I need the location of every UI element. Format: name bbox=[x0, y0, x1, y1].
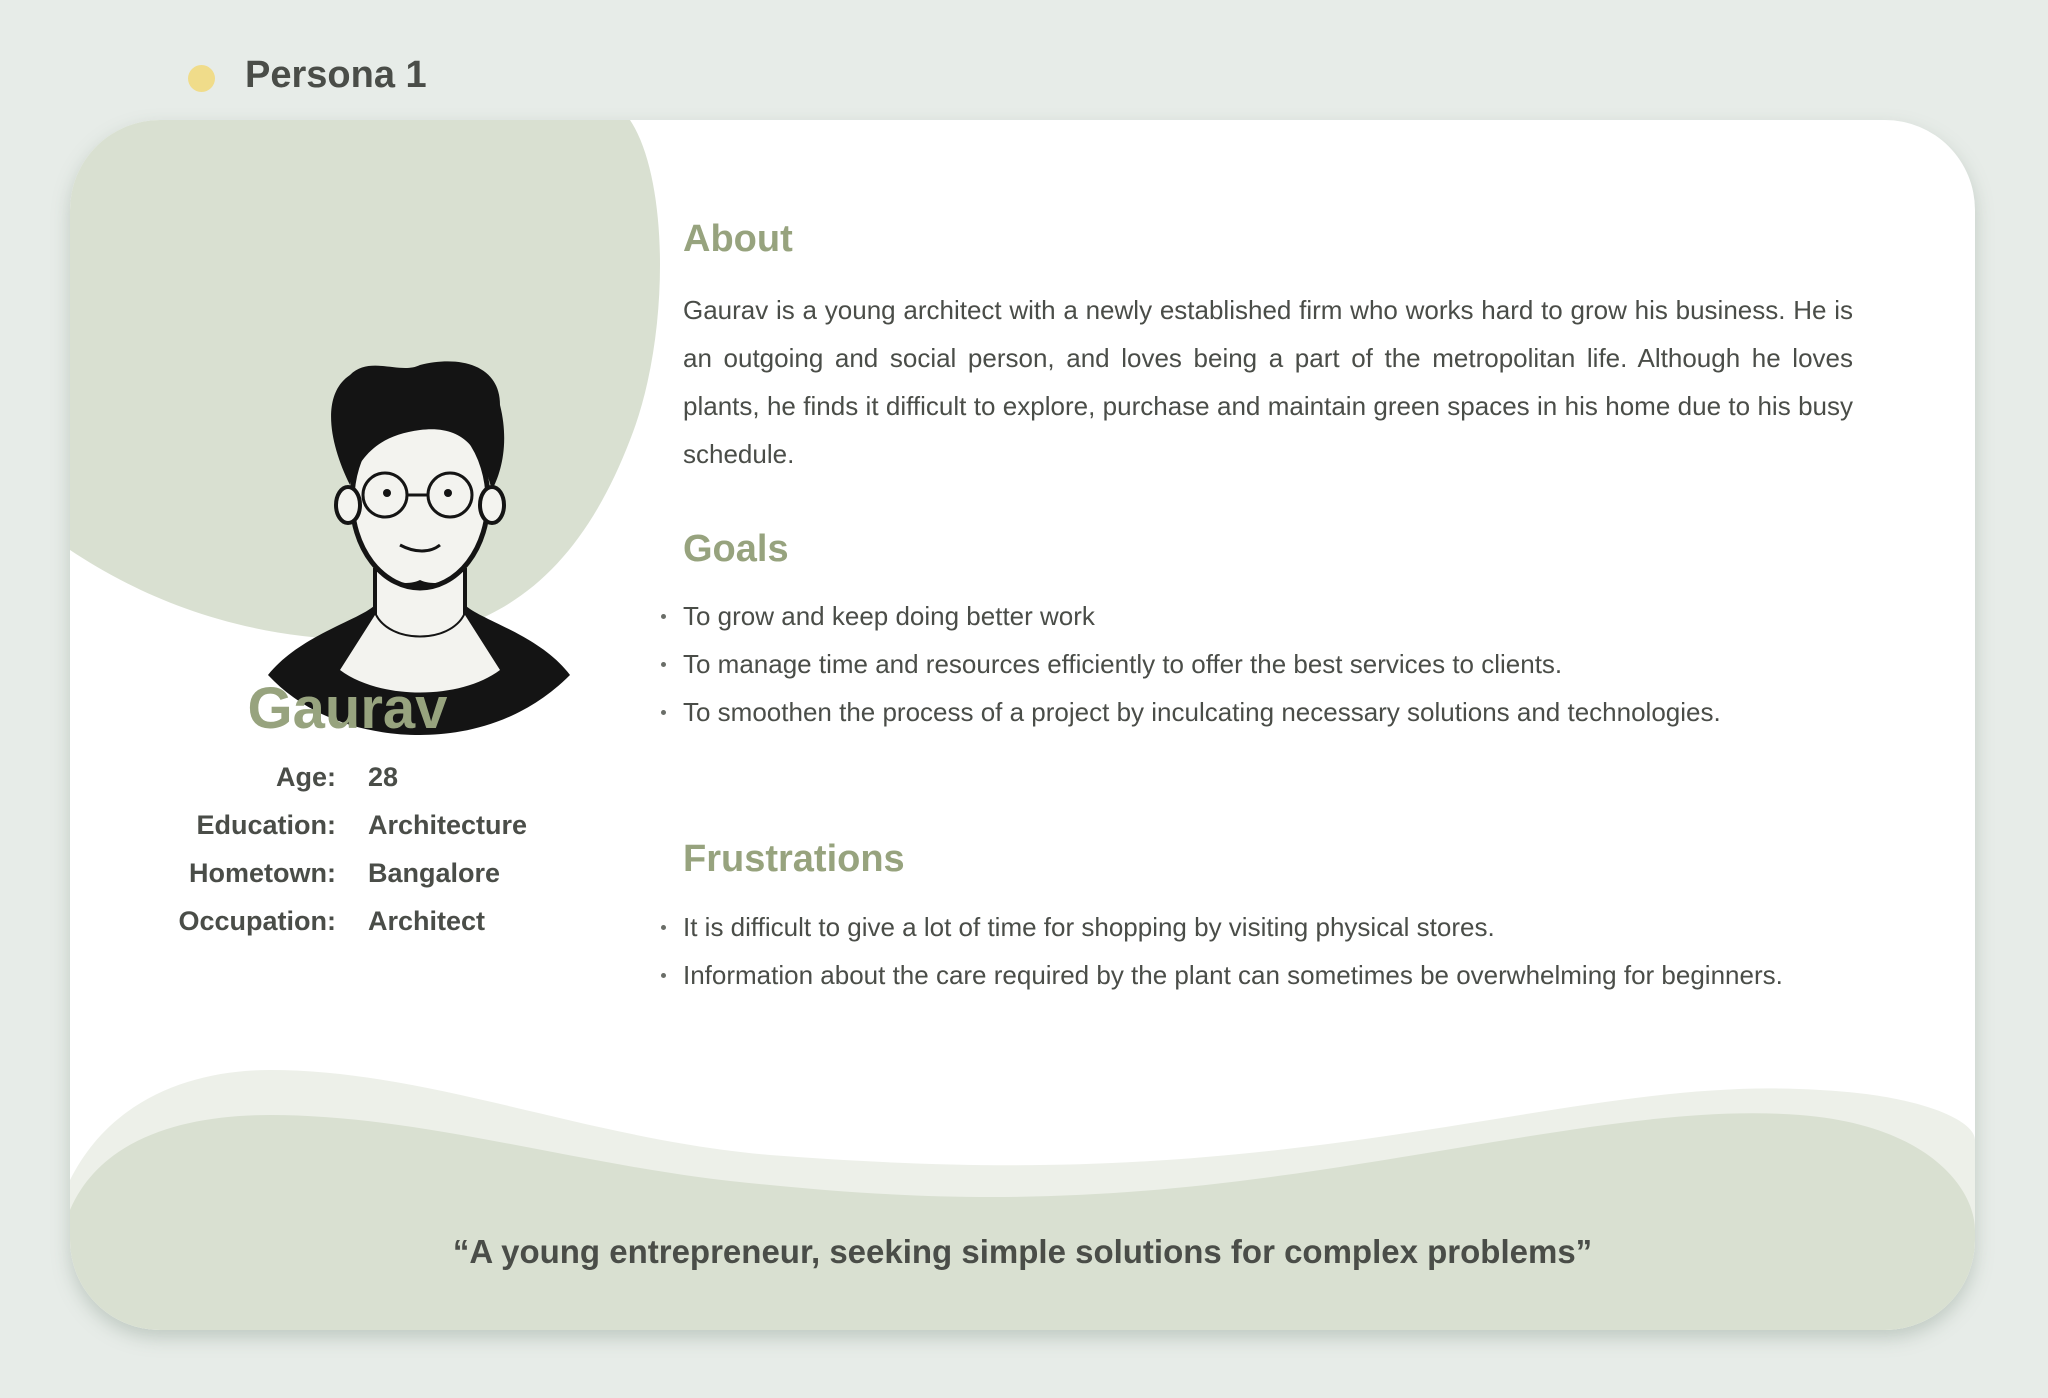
page-title: Persona 1 bbox=[245, 54, 427, 96]
persona-name: Gaurav bbox=[247, 676, 448, 741]
goal-item: To smoothen the process of a project by inculcating necessary solutions and technologies. bbox=[683, 688, 1853, 736]
goal-item: To grow and keep doing better work bbox=[683, 592, 1853, 640]
decorative-waves bbox=[70, 1060, 1975, 1330]
goals-list bbox=[683, 592, 1853, 736]
frustration-item: Information about the care required by the plant can sometimes be overwhelming for beginners. bbox=[683, 951, 1853, 999]
persona-quote: “A young entrepreneur, seeking simple solutions for complex problems” bbox=[452, 1233, 1593, 1270]
detail-value: Architect bbox=[368, 906, 486, 936]
about-heading: About bbox=[683, 218, 793, 260]
persona-bullet-dot bbox=[188, 65, 215, 92]
frustrations-heading: Frustrations bbox=[683, 838, 905, 880]
frustration-item: It is difficult to give a lot of time for shopping by visiting physical stores. bbox=[683, 903, 1853, 951]
detail-value: Bangalore bbox=[368, 858, 501, 888]
frustrations-list bbox=[683, 903, 1853, 999]
detail-label: Hometown: bbox=[189, 858, 336, 888]
goals-heading: Goals bbox=[683, 528, 789, 570]
detail-value: 28 bbox=[368, 762, 399, 792]
detail-label: Occupation: bbox=[178, 906, 336, 936]
detail-label: Education: bbox=[196, 810, 336, 840]
persona-card bbox=[70, 120, 1975, 1330]
detail-value: Architecture bbox=[368, 810, 528, 840]
detail-label: Age: bbox=[276, 762, 336, 792]
about-text: Gaurav is a young architect with a newly established firm who works hard to grow his business. He is an outgoing and social person, and loves being a part of the metropolitan life. Although he loves plants, he finds it difficult to explore, purchase and maintain green spaces in his home due to his busy schedule. bbox=[683, 295, 1853, 469]
goal-item: To manage time and resources efficiently to offer the best services to clients. bbox=[683, 640, 1853, 688]
